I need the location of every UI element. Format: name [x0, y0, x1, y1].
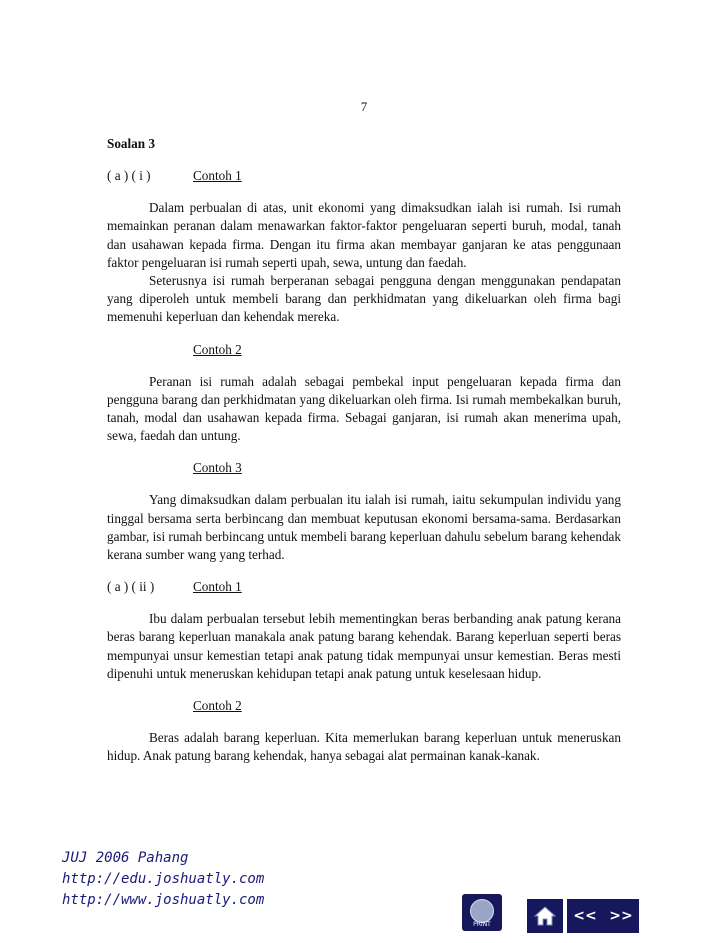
example-label: Contoh 1	[193, 168, 242, 184]
print-button[interactable]	[462, 894, 502, 931]
next-page-button[interactable]: >>	[603, 899, 639, 933]
document-body	[107, 135, 621, 765]
section-title: Soalan 3	[107, 136, 156, 151]
footer-credits	[62, 848, 264, 911]
prev-page-button[interactable]: <<	[567, 899, 603, 933]
subheading-a-ii	[107, 578, 621, 596]
print-label: PRINT	[473, 921, 491, 928]
footer-line: JUJ 2006 Pahang	[62, 850, 189, 866]
paragraph: Seterusnya isi rumah berperanan sebagai pengguna dengan menggunakan pendapatan yang diperoleh untuk membeli barang dan perkhidmatan yang dikeluarkan oleh firma bagi memenuhi keperluan dan kehendak mereka.	[107, 273, 621, 325]
example-label: Contoh 2	[193, 698, 242, 714]
example-label: Contoh 1	[193, 579, 242, 595]
example-label: Contoh 2	[193, 341, 242, 357]
paragraph: Beras adalah barang keperluan. Kita memerlukan barang keperluan untuk meneruskan hidup. Anak patung barang kehendak, hanya sebagai alat permainan kanak-kanak.	[107, 730, 621, 764]
paragraph: Yang dimaksudkan dalam perbualan itu ialah isi rumah, iaitu sekumpulan individu yang tinggal bersama serta berbincang dan membuat keputusan ekonomi bersama-sama. Berdasarkan gambar, isi rumah berbincang untuk membeli barang keperluan dahulu sebelum barang kehendak kerana sumber wang yang terhad.	[107, 492, 621, 563]
footer-link[interactable]: http://www.joshuatly.com	[62, 892, 265, 908]
page-number: 7	[360, 99, 368, 114]
footer-link[interactable]: http://edu.joshuatly.com	[62, 871, 265, 887]
subheading-a-i	[107, 167, 621, 185]
home-button[interactable]	[527, 899, 563, 933]
paragraph: Peranan isi rumah adalah sebagai pembekal input pengeluaran kepada firma dan pengguna barang dan perkhidmatan yang dikeluarkan oleh firma. Isi rumah membekalkan buruh, tanah, modal dan usahawan kepada firma. Sebagai ganjaran, isi rumah akan menerima upah, sewa, faedah dan untung.	[107, 373, 621, 444]
question-code: ( a ) ( i )	[107, 168, 151, 184]
paragraph: Dalam perbualan di atas, unit ekonomi yang dimaksudkan ialah isi rumah. Isi rumah memainkan peranan dalam menawarkan faktor-faktor pengeluaran seperti buruh, modal, tanah dan usahawan kepada firma. Dengan itu firma akan membayar ganjaran ke atas penggunaan faktor pengeluaran isi rumah seperti upah, sewa, untung dan faedah.	[107, 200, 621, 270]
home-icon	[533, 904, 557, 928]
paragraph: Ibu dalam perbualan tersebut lebih mementingkan beras berbanding anak patung kerana beras barang keperluan manakala anak patung barang kehendak. Barang keperluan seperti beras mempunyai unsur kemestian tetapi anak patung tidak mempunyai unsur kemestian. Beras mesti dipenuhi untuk meneruskan kehidupan tetapi anak patung untuk keselesaan hidup.	[107, 611, 621, 681]
question-code: ( a ) ( ii )	[107, 579, 155, 595]
example-label: Contoh 3	[193, 460, 242, 476]
printer-icon	[470, 899, 494, 923]
